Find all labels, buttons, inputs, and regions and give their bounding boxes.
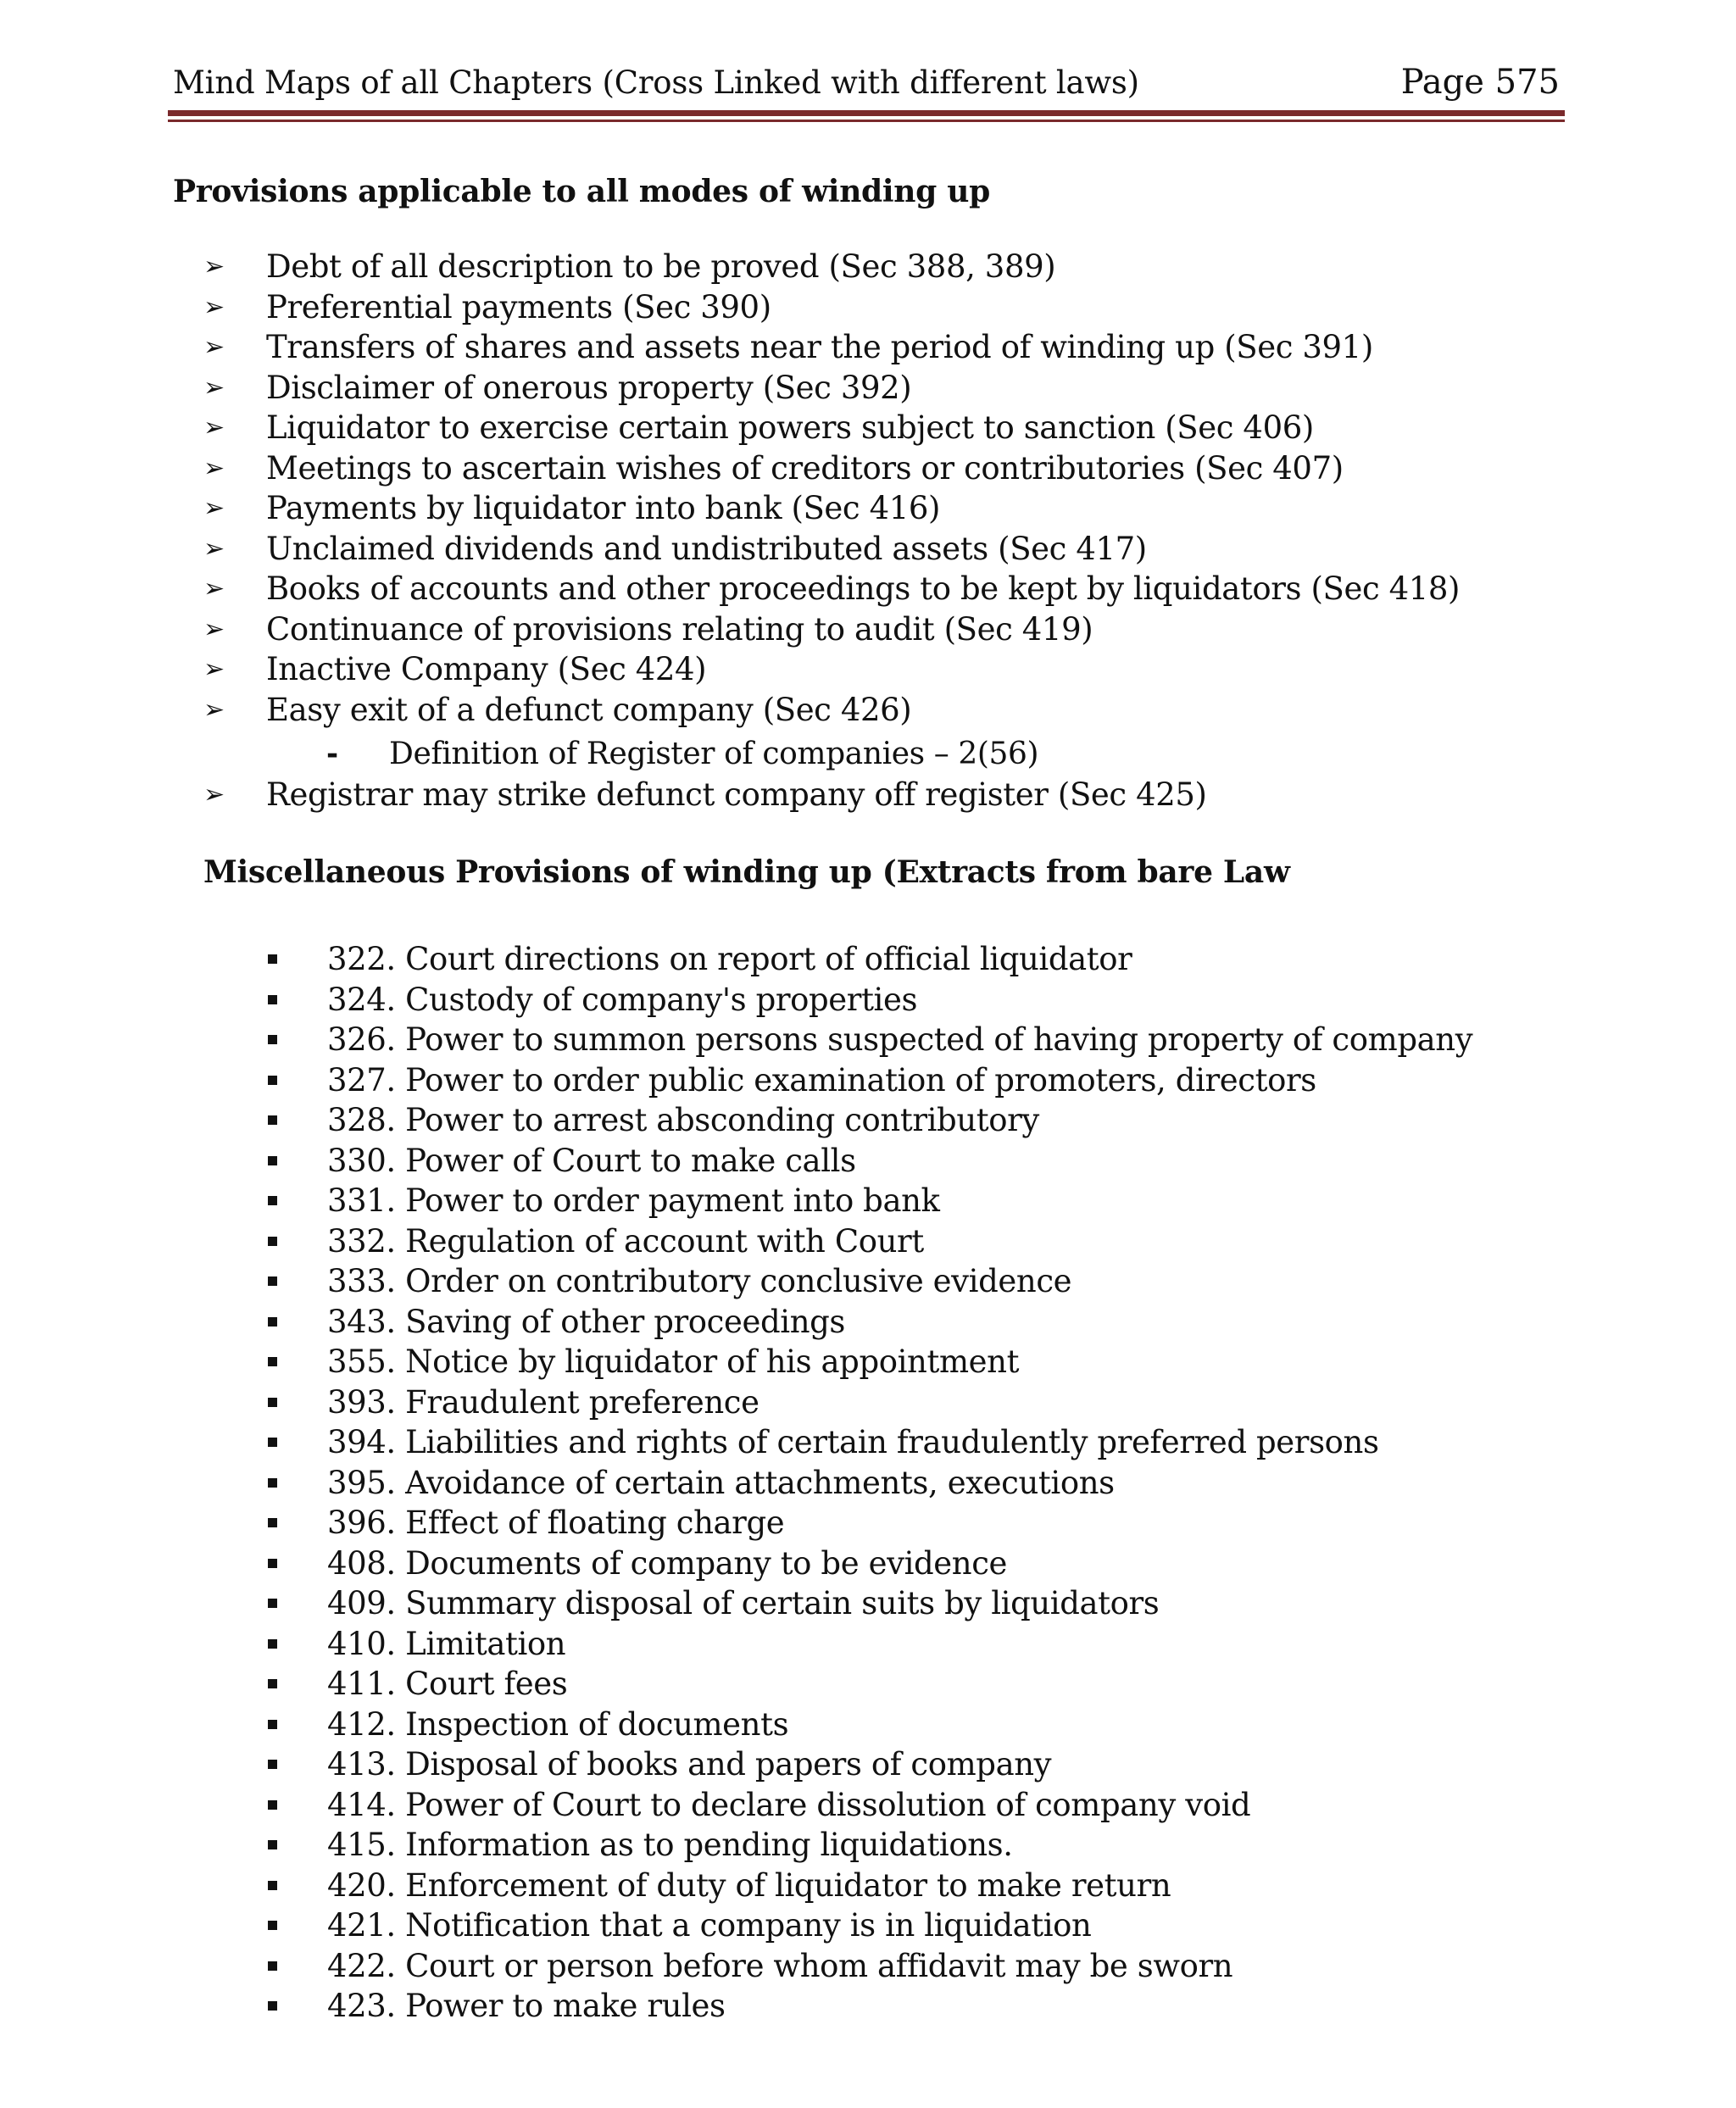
square-bullet-icon xyxy=(268,954,277,964)
square-bullet-icon xyxy=(268,1720,277,1729)
square-bullet-icon xyxy=(268,1881,277,1890)
square-bullet-icon xyxy=(268,1035,277,1044)
list-item-text: 330. Power of Court to make calls xyxy=(327,1142,856,1179)
list-item-text: Continuance of provisions relating to audit (Sec 419) xyxy=(266,610,1093,648)
square-bullet-icon xyxy=(268,1076,277,1085)
arrow-bullet-icon: ➢ xyxy=(203,292,225,322)
list-item-text: 410. Limitation xyxy=(327,1625,566,1662)
square-bullet-icon xyxy=(268,1639,277,1649)
arrow-bullet-icon: ➢ xyxy=(203,574,225,603)
section-heading-all-modes: Provisions applicable to all modes of winding up xyxy=(173,174,991,209)
square-bullet-icon xyxy=(268,1237,277,1246)
list-item-text: Preferential payments (Sec 390) xyxy=(266,288,771,325)
list-item-text: 324. Custody of company's properties xyxy=(327,981,918,1018)
arrow-bullet-icon: ➢ xyxy=(203,453,225,483)
header-rule-thin xyxy=(168,120,1565,122)
header-title: Mind Maps of all Chapters (Cross Linked with different laws) xyxy=(173,64,1139,101)
arrow-bullet-icon: ➢ xyxy=(203,654,225,684)
list-item-text: 409. Summary disposal of certain suits by liquidators xyxy=(327,1585,1160,1621)
arrow-bullet-icon: ➢ xyxy=(203,533,225,564)
list-item-text: 322. Court directions on report of official liquidator xyxy=(327,941,1132,977)
square-bullet-icon xyxy=(268,1438,277,1447)
list-item-text: 414. Power of Court to declare dissolution of company void xyxy=(327,1786,1251,1823)
list-item-text: 396. Effect of floating charge xyxy=(327,1505,785,1541)
list-item-text: 420. Enforcement of duty of liquidator to make return xyxy=(327,1866,1171,1904)
list-item-text: 394. Liabilities and rights of certain fraudulently preferred persons xyxy=(327,1424,1379,1460)
list-item-text: 422. Court or person before whom affidavit may be sworn xyxy=(327,1947,1233,1984)
arrow-bullet-icon: ➢ xyxy=(203,252,225,281)
square-bullet-icon xyxy=(268,1276,277,1286)
list-item-text: 421. Notification that a company is in liquidation xyxy=(327,1907,1092,1944)
square-bullet-icon xyxy=(268,1559,277,1568)
list-item-text: 333. Order on contributory conclusive evidence xyxy=(327,1263,1072,1299)
list-item-text: 328. Power to arrest absconding contributory xyxy=(327,1102,1039,1138)
square-bullet-icon xyxy=(268,1196,277,1205)
arrow-bullet-icon: ➢ xyxy=(203,780,225,809)
page-number: Page 575 xyxy=(1400,63,1560,102)
square-bullet-icon xyxy=(268,1115,277,1125)
list-item-text: 413. Disposal of books and papers of company xyxy=(327,1746,1052,1783)
page-header xyxy=(173,59,1560,110)
square-bullet-icon xyxy=(268,1961,277,1971)
arrow-bullet-icon: ➢ xyxy=(203,332,225,362)
arrow-bullet-icon: ➢ xyxy=(203,493,225,523)
list-item-text: Registrar may strike defunct company off register (Sec 425) xyxy=(266,776,1207,813)
sub-list-item-text: Definition of Register of companies – 2(56) xyxy=(389,737,1039,771)
list-item-text: Easy exit of a defunct company (Sec 426) xyxy=(266,691,912,728)
square-bullet-icon xyxy=(268,1800,277,1810)
list-item-text: 423. Power to make rules xyxy=(327,1988,726,2024)
square-bullet-icon xyxy=(268,1518,277,1527)
list-item-text: 327. Power to order public examination of promoters, directors xyxy=(327,1061,1316,1098)
list-item-text: 331. Power to order payment into bank xyxy=(327,1182,940,1219)
list-item-text: 408. Documents of company to be evidence xyxy=(327,1544,1008,1582)
list-item-text: 393. Fraudulent preference xyxy=(327,1383,760,1421)
square-bullet-icon xyxy=(268,1398,277,1407)
square-bullet-icon xyxy=(268,1156,277,1165)
list-item-text: Payments by liquidator into bank (Sec 416) xyxy=(266,490,941,526)
dash-bullet-icon: - xyxy=(326,737,338,771)
square-bullet-icon xyxy=(268,1760,277,1769)
square-bullet-icon xyxy=(268,1840,277,1849)
square-bullet-icon xyxy=(268,1679,277,1688)
square-bullet-icon xyxy=(268,1921,277,1930)
list-item-text: Debt of all description to be proved (Sec 388, 389) xyxy=(266,248,1056,285)
list-item-text: Unclaimed dividends and undistributed assets (Sec 417) xyxy=(266,530,1147,567)
list-item-text: Books of accounts and other proceedings to be kept by liquidators (Sec 418) xyxy=(266,570,1461,607)
header-rule-thick xyxy=(168,110,1565,116)
section-heading-miscellaneous: Miscellaneous Provisions of winding up (Extracts from bare Law xyxy=(203,854,1290,890)
list-item-text: 412. Inspection of documents xyxy=(327,1705,789,1743)
list-item-text: 326. Power to summon persons suspected of having property of company xyxy=(327,1021,1473,1058)
square-bullet-icon xyxy=(268,995,277,1004)
square-bullet-icon xyxy=(268,2001,277,2011)
square-bullet-icon xyxy=(268,1317,277,1327)
list-item-text: 415. Information as to pending liquidations. xyxy=(327,1827,1013,1863)
list-item-text: 332. Regulation of account with Court xyxy=(327,1222,924,1260)
list-item-text: 395. Avoidance of certain attachments, executions xyxy=(327,1464,1115,1501)
list-item-text: 411. Court fees xyxy=(327,1666,568,1702)
arrow-bullet-icon: ➢ xyxy=(203,372,225,403)
list-item-text: 343. Saving of other proceedings xyxy=(327,1303,845,1340)
list-item-text: Inactive Company (Sec 424) xyxy=(266,651,707,687)
list-item-text: 355. Notice by liquidator of his appointment xyxy=(327,1343,1020,1380)
square-bullet-icon xyxy=(268,1357,277,1366)
arrow-bullet-icon: ➢ xyxy=(203,413,225,442)
arrow-bullet-icon: ➢ xyxy=(203,694,225,725)
list-item-text: Meetings to ascertain wishes of creditors or contributories (Sec 407) xyxy=(266,449,1344,487)
square-bullet-icon xyxy=(268,1478,277,1488)
list-item-text: Transfers of shares and assets near the period of winding up (Sec 391) xyxy=(266,329,1373,365)
square-bullet-icon xyxy=(268,1599,277,1608)
list-item-text: Liquidator to exercise certain powers subject to sanction (Sec 406) xyxy=(266,409,1314,446)
arrow-bullet-icon: ➢ xyxy=(203,614,225,644)
list-item-text: Disclaimer of onerous property (Sec 392) xyxy=(266,369,912,406)
